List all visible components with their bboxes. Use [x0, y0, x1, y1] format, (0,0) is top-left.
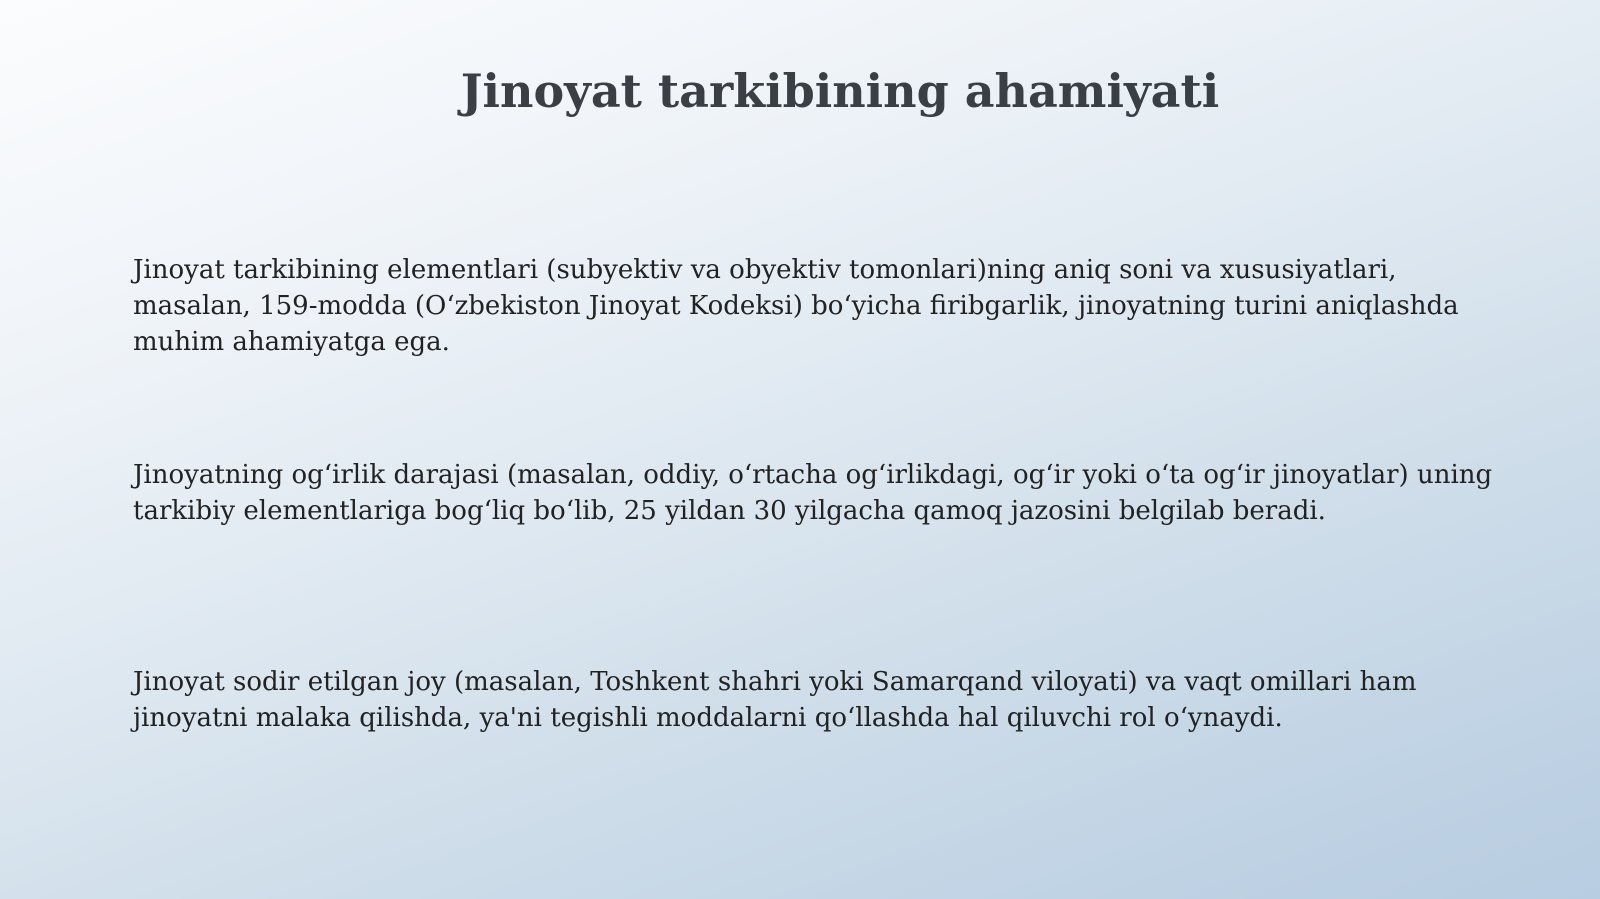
paragraph-place-time: Jinoyat sodir etilgan joy (masalan, Toshkent shahri yoki Samarqand viloyati) va vaqt omillari ham jinoyatni malaka qilishda, ya'ni tegishli moddalarni qo‘llashda hal qiluvchi rol o‘ynaydi. — [133, 667, 1417, 733]
paragraph-severity: Jinoyatning og‘irlik darajasi (masalan, oddiy, o‘rtacha og‘irlikdagi, og‘ir yoki o‘ta og‘ir jinoyatlar) uning tarkibiy elementlariga bog‘liq bo‘lib, 25 yildan 30 yilgacha qamoq jazosini belgilab beradi. — [133, 460, 1493, 526]
paragraph-elements: Jinoyat tarkibining elementlari (subyektiv va obyektiv tomonlari)ning aniq soni va xususiyatlari, masalan, 159-modda (O‘zbekiston Jinoyat Kodeksi) bo‘yicha firibgarlik, jinoyatning turini aniqlashda muhim ahamiyatga ega. — [133, 255, 1459, 357]
slide-title: Jinoyat tarkibining ahamiyati — [460, 64, 1220, 118]
